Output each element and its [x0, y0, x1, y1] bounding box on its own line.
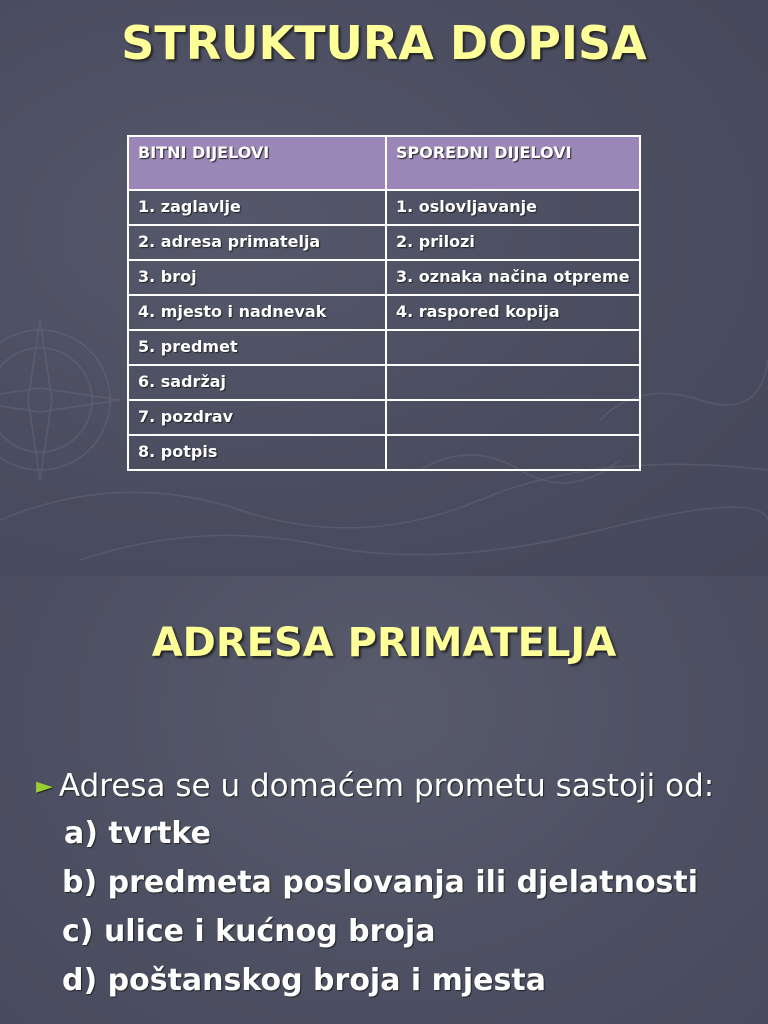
list-item: d) poštanskog broja i mjesta	[62, 963, 546, 998]
bullet-text: Adresa se u domaćem prometu sastoji od:	[58, 768, 715, 804]
triangle-bullet-icon: ►	[36, 774, 53, 799]
header-sporedni-dijelovi: SPOREDNI DIJELOVI	[386, 136, 640, 190]
table-cell: 1. zaglavlje	[128, 190, 386, 225]
table-cell: 7. pozdrav	[128, 400, 386, 435]
table-cell: 5. predmet	[128, 330, 386, 365]
list-item: c) ulice i kućnog broja	[62, 914, 436, 949]
table-cell: 6. sadržaj	[128, 365, 386, 400]
list-item: a) tvrtke	[64, 816, 211, 851]
table-cell: 2. adresa primatelja	[128, 225, 386, 260]
header-bitni-dijelovi: BITNI DIJELOVI	[128, 136, 386, 190]
list-item: b) predmeta poslovanja ili djelatnosti	[62, 865, 699, 900]
slide-title: ADRESA PRIMATELJA	[151, 620, 617, 666]
table-cell: 4. mjesto i nadnevak	[128, 295, 386, 330]
slide-adresa-primatelja	[0, 576, 768, 1024]
table-cell	[386, 435, 640, 470]
table-row	[128, 225, 640, 260]
table-cell	[386, 400, 640, 435]
table-cell: 3. oznaka načina otpreme	[386, 260, 640, 295]
bullet-point	[36, 768, 714, 804]
table-cell: 2. prilozi	[386, 225, 640, 260]
table-row	[128, 330, 640, 365]
table-cell: 4. raspored kopija	[386, 295, 640, 330]
table-header-row	[128, 136, 640, 190]
table-row	[128, 435, 640, 470]
table-cell: 1. oslovljavanje	[386, 190, 640, 225]
table-row	[128, 190, 640, 225]
table-row	[128, 260, 640, 295]
table-cell: 3. broj	[128, 260, 386, 295]
table-row	[128, 365, 640, 400]
table-cell	[386, 330, 640, 365]
table-row	[128, 400, 640, 435]
table-cell	[386, 365, 640, 400]
table-row	[128, 295, 640, 330]
table-cell: 8. potpis	[128, 435, 386, 470]
slide-title: STRUKTURA DOPISA	[121, 16, 647, 70]
document-structure-table	[127, 135, 641, 471]
